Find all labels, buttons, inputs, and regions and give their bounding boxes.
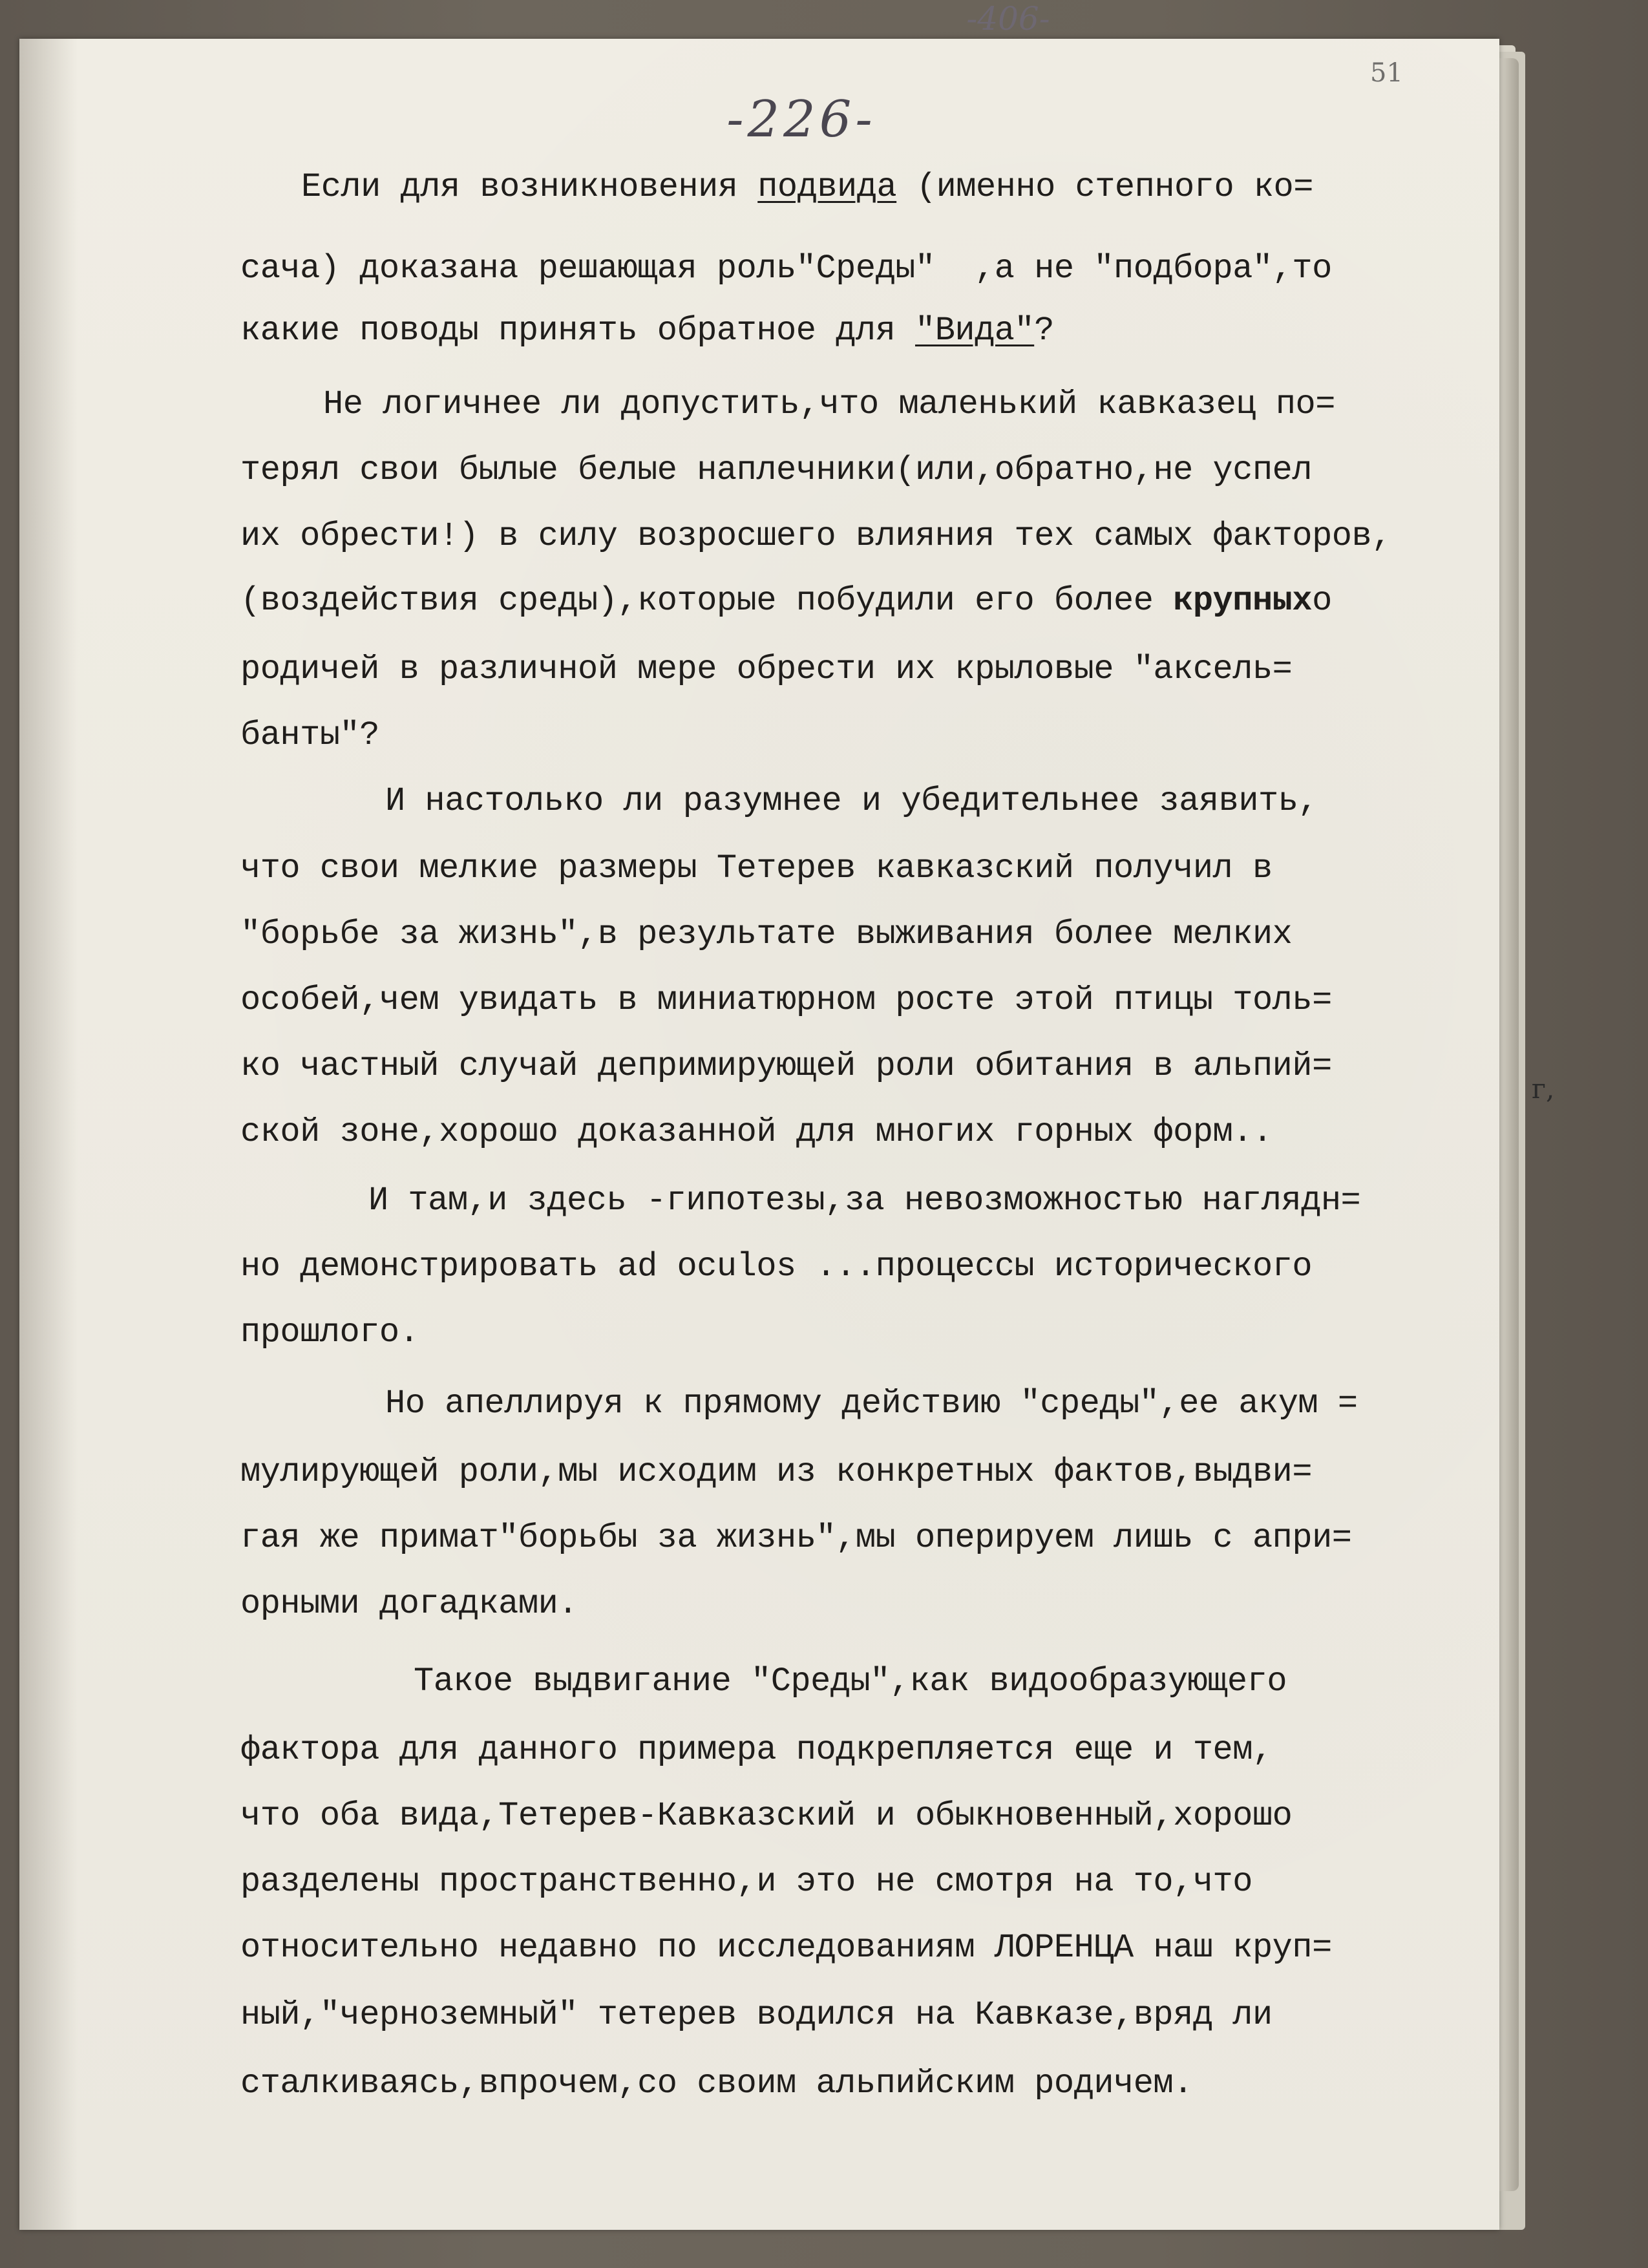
text-line-3: какие поводы принять обратное для "Вида"? (240, 312, 1054, 350)
text-line-5: терял свои былые белые наплечники(или,обратно,не успел (240, 451, 1313, 489)
text-line-11: что свои мелкие размеры Тетерев кавказский получил в (240, 849, 1273, 887)
text-line-9: банты"? (240, 716, 379, 754)
text-line-12: "борьбе за жизнь",в результате выживания более мелких (240, 915, 1293, 953)
text-line-14: ко частный случай депримирующей роли обитания в альпий= (240, 1047, 1332, 1085)
text-line-8: родичей в различной мере обрести их крыловые "аксель= (240, 650, 1293, 688)
text-line-4: Не логичнее ли допустить,что маленький кавказец по= (323, 385, 1335, 423)
text-line-22: орными догадками. (240, 1585, 578, 1623)
text-line-19: Но апеллируя к прямому действию "среды",ее акум = (385, 1384, 1358, 1423)
corner-mark: 51 (1370, 58, 1403, 88)
text-line-17: но демонстрировать ad oculos ...процессы исторического (240, 1247, 1313, 1286)
margin-mark: г, (1532, 1073, 1555, 1105)
text-line-16: И там,и здесь -гипотезы,за невозможностью наглядн= (368, 1182, 1361, 1220)
archive-page-number: -406- (966, 0, 1050, 37)
text-line-10: И настолько ли разумнее и убедительнее заявить, (385, 782, 1318, 820)
text-line-26: разделены пространственно,и это не смотря на то,что (240, 1863, 1252, 1901)
overstruck-word: крупных (1173, 582, 1313, 620)
text-line-29: сталкиваясь,впрочем,со своим альпийским родичем. (240, 2064, 1193, 2103)
underlined-term-podvida: подвида (757, 168, 897, 206)
text-line-23: Такое выдвигание "Среды",как видообразующего (414, 1662, 1287, 1701)
text-line-20: мулирующей роли,мы исходим из конкретных фактов,выдви= (240, 1453, 1313, 1491)
text-line-18: прошлого. (240, 1313, 419, 1351)
text-line-25: что оба вида,Тетерев-Кавказский и обыкновенный,хорошо (240, 1797, 1293, 1835)
page-number: -226- (726, 90, 876, 149)
text-line-1: Если для возникновения подвида (именно степного ко= (301, 168, 1313, 206)
text-line-7: (воздействия среды),которые побудили его более крупныхо (240, 582, 1332, 620)
text-line-15: ской зоне,хорошо доказанной для многих горных форм.. (240, 1113, 1273, 1151)
text-line-28: ный,"черноземный" тетерев водился на Кавказе,вряд ли (240, 1996, 1273, 2034)
text-line-2: сача) доказана решающая роль"Среды" ,а не "подбора",то (240, 249, 1332, 288)
binding-shadow (19, 39, 78, 2230)
latin-phrase: ad oculos (617, 1247, 796, 1286)
text-line-21: гая же примат"борьбы за жизнь",мы оперируем лишь с апри= (240, 1519, 1352, 1557)
text-line-6: их обрести!) в силу возросшего влияния тех самых факторов, (240, 517, 1391, 555)
text-line-13: особей,чем увидать в миниатюрном росте этой птицы толь= (240, 981, 1332, 1019)
text-line-24: фактора для данного примера подкрепляется еще и тем, (240, 1731, 1273, 1769)
text-line-27: относительно недавно по исследованиям ЛОРЕНЦА наш круп= (240, 1929, 1332, 1967)
underlined-term-vida: "Вида" (914, 312, 1035, 350)
